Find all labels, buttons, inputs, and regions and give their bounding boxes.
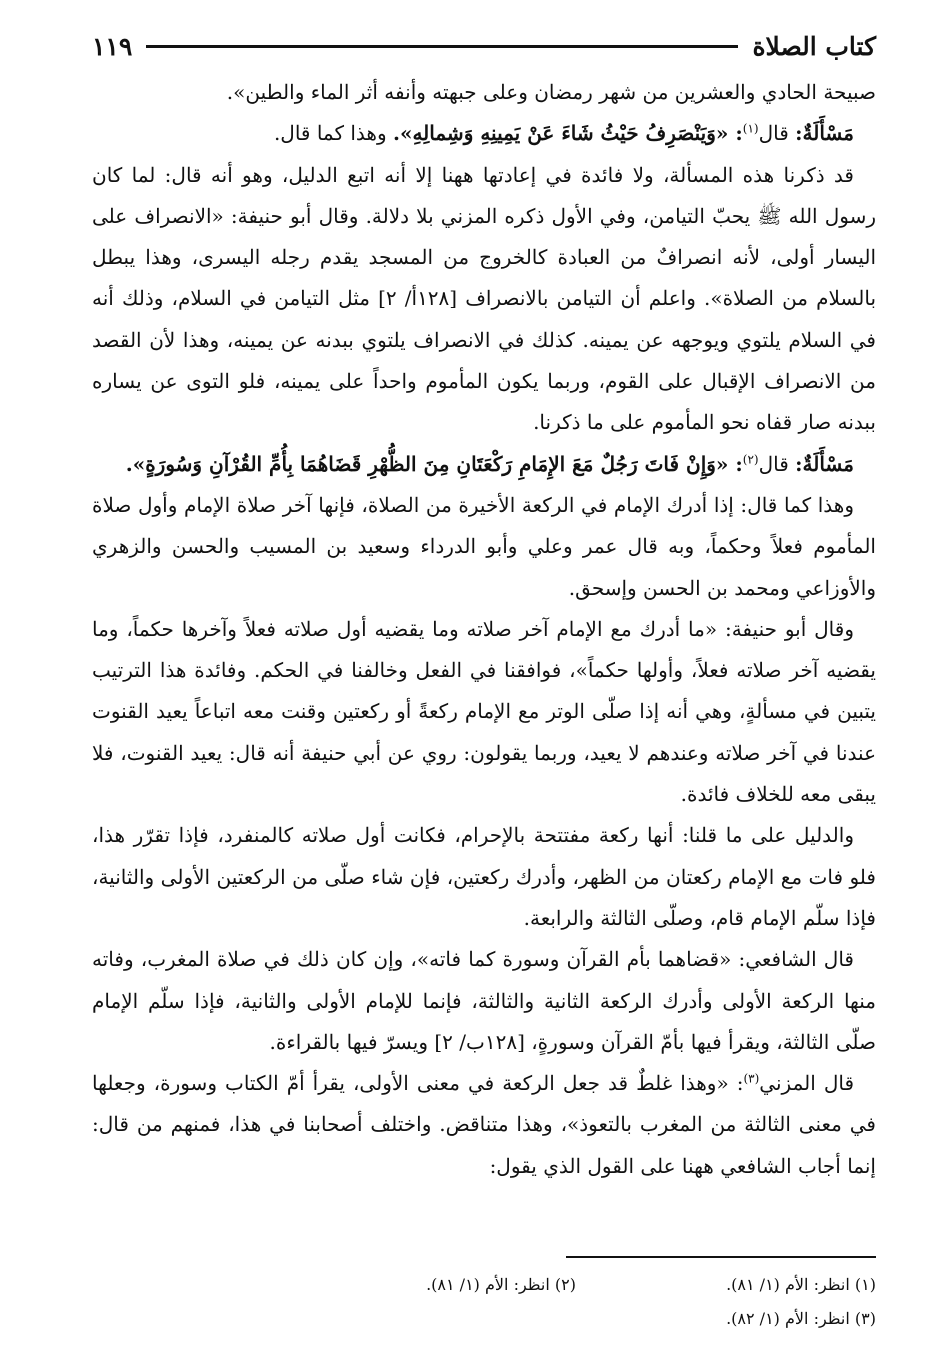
paragraph-text: قد ذكرنا هذه المسألة، ولا فائدة في إعادتها ههنا إلا أنه اتبع الدليل، وهو أنه قال: لما كان رسول الله ﷺ يحبّ التيامن، وفي الأول ذكره المزني بلا دلالة. وقال أبو حنيفة: «الانصراف على اليسار أولى، لأنه انصرافٌ من العبادة كالخروج من المسجد يقدم رجله اليسرى، وهذا يبطل بالسلام من الصلاة». واعلم أن التيامن بالانصراف [١٢٨أ/ ٢] مثل التيامن في السلام، وذلك أنه في السلام يلتوي ويوجهه عن يمينه. كذلك في الانصراف يلتوي ببدنه عن يمينه، وهذا لأن القصد من الانصراف الإقبال على القوم، وربما يكون المأموم واحداً على يمينه، فلو التوى عن يساره ببدنه صار قفاه نحو المأموم على ما ذكرنا. bbox=[92, 162, 877, 435]
footnote-text: انظر: الأم (١/ ٨١). bbox=[426, 1275, 550, 1294]
paragraph-text: وقال أبو حنيفة: «ما أدرك مع الإمام آخر صلاته وما يقضيه أول صلاته فعلاً وآخرها حكماً، وما يقضيه آخر صلاته فعلاً، وأولها حكماً»، فوافقنا في الفعل وخالفنا في الحكم. وفائدة هذا الترتيب يتبين في مسألةٍ، وهي أنه إذا صلّى الوتر مع الإمام ركعةً أو ركعتين وقنت معه اتباعاً يعيد القنوت عندنا في آخر صلاته وعندهم لا يعيد، وربما يقولون: روي عن أبي حنيفة أنه قال: يعيد القنوت، فلا يبقى معه للخلاف فائدة. bbox=[92, 616, 876, 807]
masala-label: مَسْأَلَةٌ: bbox=[795, 451, 854, 476]
paragraph-9 bbox=[92, 1063, 876, 1187]
paragraph-text: صبيحة الحادي والعشرين من شهر رمضان وعلى جبهته وأنفه أثر الماء والطين». bbox=[226, 80, 876, 104]
qal-word: قال bbox=[758, 121, 796, 146]
footnote-number: (٢) bbox=[554, 1275, 576, 1294]
paragraph-text: وهذا كما قال. bbox=[273, 121, 393, 146]
masala-2 bbox=[92, 444, 876, 485]
footnote-number: (٣) bbox=[854, 1309, 876, 1328]
paragraph-text: وهذا كما قال: إذا أدرك الإمام في الركعة الأخيرة من الصلاة، فإنها آخر صلاة الإمام وأول صلاة المأموم فعلاً وحكماً، وبه قال عمر وعلي وأبو الدرداء وسعيد بن المسيب والحسن والزهري والأوزاعي ومحمد بن الحسن وإسحق. bbox=[92, 492, 876, 600]
footnote-ref-2: (٢) bbox=[742, 452, 759, 467]
footnote-ref-3: (٣) bbox=[743, 1071, 760, 1086]
paragraph-6 bbox=[92, 609, 876, 815]
masala-1 bbox=[92, 113, 876, 154]
running-header bbox=[92, 22, 876, 70]
paragraph-text: والدليل على ما قلنا: أنها ركعة مفتتحة بالإحرام، فكانت أول صلاته كالمنفرد، فإذا تقرّر هذا، فلو فات مع الإمام ركعتان من الظهر، وأدرك ركعتين، فإن شاء صلّى من الركعتين الأولى والثانية، فإذا سلّم الإمام قام، وصلّى الثالثة والرابعة. bbox=[92, 823, 876, 930]
chapter-title: كتاب الصلاة bbox=[752, 31, 876, 61]
quoted-text: : «وَإِنْ فَاتَ رَجُلٌ مَعَ الإِمَامِ رَكْعَتَانِ مِنَ الظُّهْرِ قَضَاهُمَا بِأُمِّ القُرْآنِ وَسُورَةٍ». bbox=[125, 451, 743, 476]
footnote-ref-1: (١) bbox=[742, 121, 759, 136]
paragraph-lead: قال المزني bbox=[759, 1071, 854, 1096]
paragraph-1 bbox=[92, 72, 876, 113]
paragraph-8 bbox=[92, 939, 876, 1063]
footnote-row bbox=[92, 1302, 876, 1336]
footnote-2 bbox=[396, 1268, 576, 1302]
footnote-number: (١) bbox=[854, 1275, 876, 1294]
qal-word: قال bbox=[758, 451, 796, 476]
paragraph-7 bbox=[92, 815, 876, 939]
paragraph-3 bbox=[92, 155, 876, 444]
footnote-1 bbox=[576, 1268, 876, 1302]
header-rule bbox=[146, 45, 738, 48]
paragraph-text: : «وهذا غلطٌ قد جعل الركعة في معنى الأولى، يقرأ أمّ الكتاب وسورة، وجعلها في معنى الثالثة من المغرب بالتعوذ»، وهذا متناقض. واختلف أصحابنا في هذا، فمنهم من قال: إنما أجاب الشافعي ههنا على القول الذي يقول: bbox=[92, 1071, 876, 1178]
footnote-text: انظر: الأم (١/ ٨١). bbox=[726, 1275, 850, 1294]
paragraph-text: قال الشافعي: «قضاهما بأم القرآن وسورة كما فاته»، وإن كان ذلك في صلاة المغرب، وفاته منها الركعة الأولى وأدرك الركعة الثانية والثالثة، فإنما للإمام الأولى والثانية، فإذا سلّم الإمام صلّى الثالثة، ويقرأ فيها بأمّ القرآن وسورةٍ، [١٢٨ب/ ٢] ويسرّ فيها بالقراءة. bbox=[92, 947, 876, 1054]
footnote-rule bbox=[566, 1256, 876, 1258]
footnote-text: انظر: الأم (١/ ٨٢). bbox=[726, 1309, 850, 1328]
quoted-text: : «وَيَنْصَرِفُ حَيْثُ شَاءَ عَنْ يَمِينِهِ وَشِمالِهِ». bbox=[393, 121, 743, 146]
page-number: ١١٩ bbox=[92, 31, 133, 61]
footnote-row bbox=[92, 1268, 876, 1302]
footnotes bbox=[92, 1268, 876, 1336]
paragraph-5 bbox=[92, 485, 876, 609]
masala-label: مَسْأَلَةٌ: bbox=[795, 121, 854, 146]
footnote-3 bbox=[576, 1302, 876, 1336]
main-text bbox=[92, 72, 876, 1187]
